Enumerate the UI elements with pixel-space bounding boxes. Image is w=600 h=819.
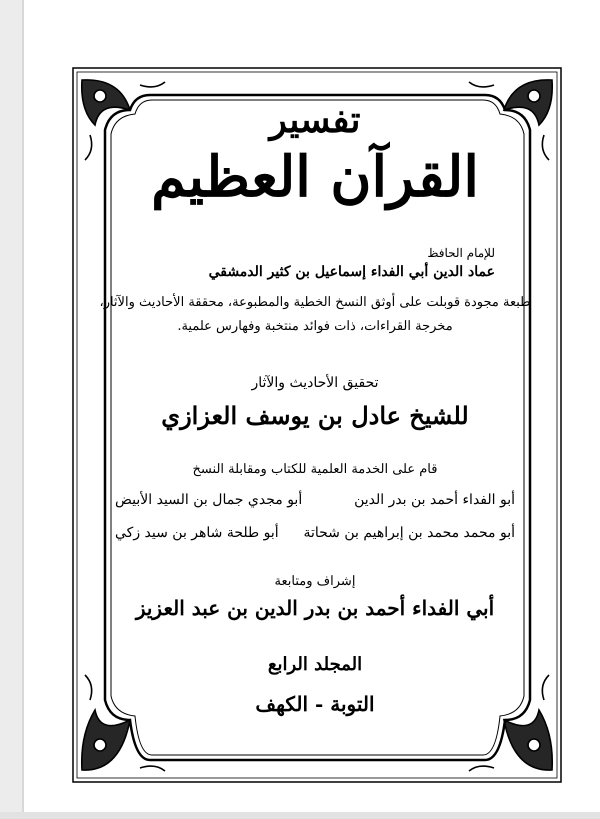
- title-tafsir: تفسير: [269, 99, 361, 141]
- contributor-3: أبو محمد محمد بن إبراهيم بن شحاتة: [303, 525, 515, 541]
- volume-surahs: التوبة - الكهف: [255, 692, 375, 716]
- corner-ornament-bottom-right: [469, 675, 552, 771]
- title-quran: القرآن العظيم: [151, 144, 479, 210]
- author-name: عماد الدين أبي الفداء إسماعيل بن كثير الدمشقي: [208, 264, 495, 280]
- contributor-1: أبو الفداء أحمد بن بدر الدين: [354, 492, 515, 508]
- supervisor-name: أبي الفداء أحمد بن بدر الدين بن عبد العزيز: [135, 596, 495, 620]
- author-label: للإمام الحافظ: [427, 246, 495, 260]
- description-line-1: طبعة مجودة قوبلت على أوثق النسخ الخطية والمطبوعة، محققة الأحاديث والآثار،: [99, 295, 531, 310]
- supervision-label: إشراف ومتابعة: [274, 574, 356, 589]
- service-label: قام على الخدمة العلمية للكتاب ومقابلة النسخ: [192, 462, 438, 477]
- description-line-2: مخرجة القراءات، ذات فوائد منتخبة وفهارس علمية.: [177, 319, 453, 334]
- editor-name: للشيخ عادل بن يوسف العزازي: [161, 401, 469, 430]
- corner-ornament-bottom-left: [82, 675, 165, 771]
- contributor-4: أبو طلحة شاهر بن سيد زكي: [115, 525, 279, 541]
- volume-label: المجلد الرابع: [267, 654, 363, 675]
- contributor-2: أبو مجدي جمال بن السيد الأبيض: [115, 492, 303, 508]
- editor-label: تحقيق الأحاديث والآثار: [251, 375, 379, 391]
